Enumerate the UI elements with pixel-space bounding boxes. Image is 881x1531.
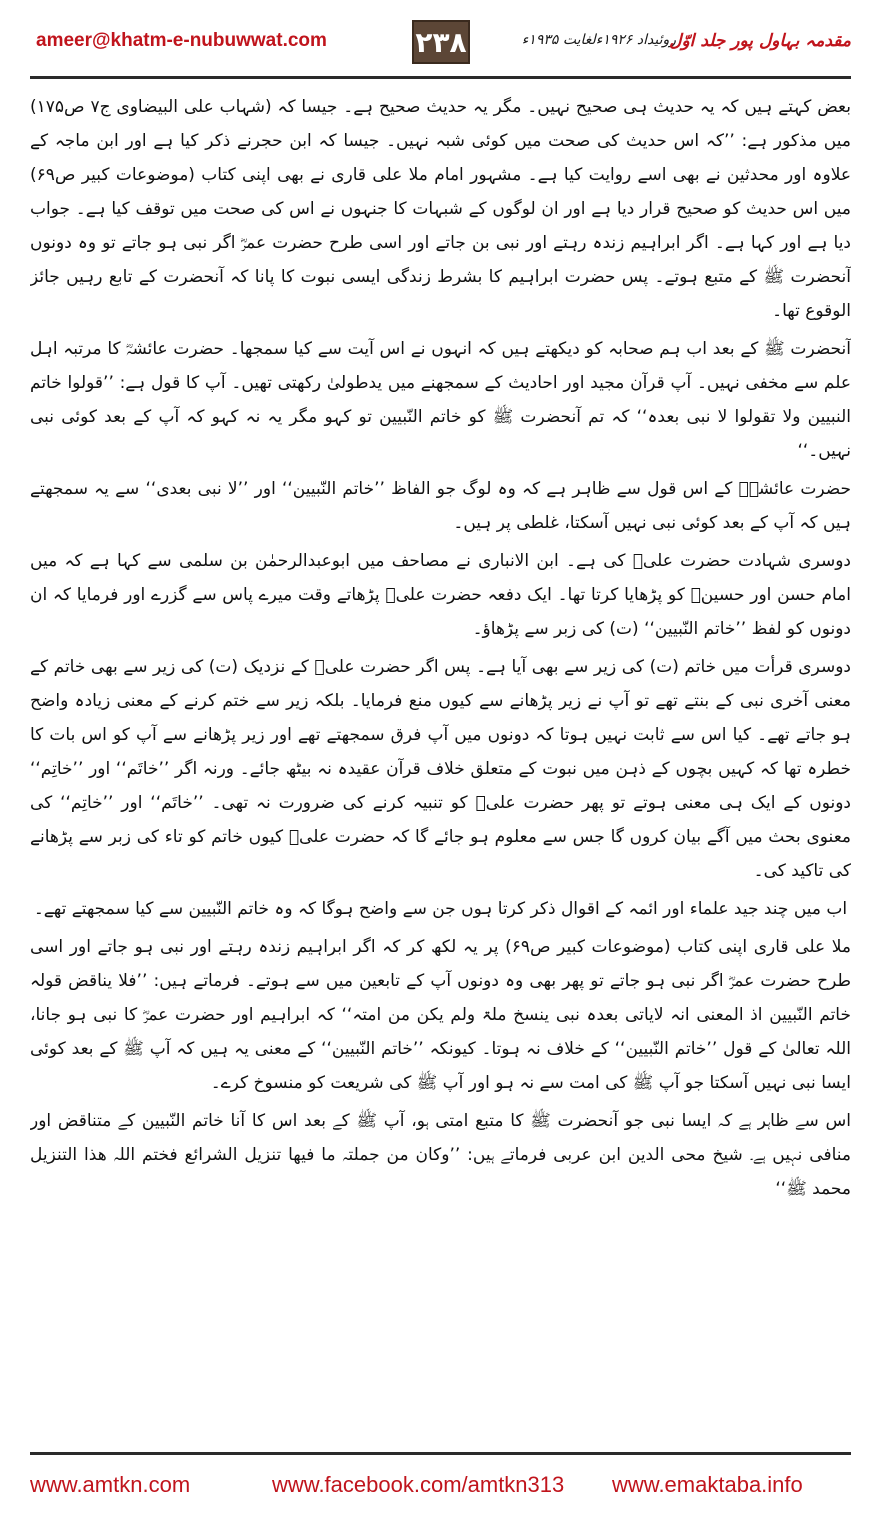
paragraph: بعض کہتے ہیں کہ یہ حدیث ہی صحیح نہیں۔ مگر یہ حدیث صحیح ہے۔ جیسا کہ (شہاب علی البیضاوی ج۷ ص۱۷۵) میں مذکور ہے: ’’کہ اس حدیث کی صحت میں کوئی شبہ نہیں۔ جیسا کہ ابن حجرنے ذکر کیا ہے اور ابن ماجہ کے علاوہ اور محدثین نے بھی اسے روایت کیا ہے۔ مشہور امام ملا علی قاری نے بھی اپنی کتاب (موضوعات کبیر ص۶۹) میں اس حدیث کو صحیح قرار دیا ہے اور ان لوگوں کے شبہات کا جنہوں نے اس کی صحت میں توقف کیا ہے۔ جواب دیا ہے اور کہا ہے۔ اگر ابراہیم زندہ رہتے اور نبی بن جاتے اور اسی طرح حضرت عمرؓ اگر نبی ہو جاتے تو وہ دونوں آنحضرت ﷺ کے متبع ہوتے۔ پس حضرت ابراہیم کا بشرط زندگی ایسی نبوت کا پانا کہ آنحضرت کے تابع رہیں جائز الوقوع تھا۔: [30, 97, 851, 321]
paragraph: حضرت عائشہؓ کے اس قول سے ظاہر ہے کہ وہ لوگ جو الفاظ ’’خاتم النّبیین‘‘ اور ’’لا نبی بعدی‘‘ سے یہ سمجھتے ہیں کہ آپ کے بعد کوئی نبی نہیں آسکتا، غلطی پر ہیں۔: [30, 479, 851, 533]
header-divider: [30, 76, 851, 79]
footer-link-amtkn[interactable]: www.amtkn.com: [30, 1472, 191, 1497]
page-footer: [0, 1460, 881, 1520]
header-email-link[interactable]: ameer@khatm-e-nubuwwat.com: [36, 30, 327, 51]
footer-link-emaktaba[interactable]: www.emaktaba.info: [612, 1472, 803, 1497]
page-body: [30, 90, 851, 1445]
paragraph: ملا علی قاری اپنی کتاب (موضوعات کبیر ص۶۹) پر یہ لکھ کر کہ اگر ابراہیم زندہ رہتے اور نبی ہو جاتے اور اسی طرح حضرت عمرؓ اگر نبی ہو جاتے تو پھر بھی وہ دونوں آپ کے تابعین میں سے ہوتے۔ فرماتے ہیں: ’’فلا یناقض قولہ خاتم النّبیین اذ المعنی انہ لایاتی بعدہ نبی ینسخ ملۃ ولم یکن من امتہ‘‘ کہ ابراہیم اور حضرت عمرؓ کا نبی ہو جانا، اللہ تعالیٰ کے قول ’’خاتم النّبیین‘‘ کے خلاف نہ ہوتا۔ کیونکہ ’’خاتم النّبیین‘‘ کے معنی یہ ہیں کہ آپ ﷺ کے بعد کوئی ایسا نبی نہیں آسکتا جو آپ ﷺ کی امت سے نہ ہو اور آپ ﷺ کی شریعت کو منسوخ کرے۔: [30, 937, 851, 1093]
paragraph: اب میں چند جید علماء اور ائمہ کے اقوال ذکر کرتا ہوں جن سے واضح ہوگا کہ وہ خاتم النّبیین سے کیا سمجھتے تھے۔: [33, 899, 848, 919]
paragraph: دوسری شہادت حضرت علیؓ کی ہے۔ ابن الانباری نے مصاحف میں ابوعبدالرحمٰن بن سلمی سے کہا ہے کہ میں امام حسن اور حسینؓ کو پڑھایا کرتا تھا۔ ایک دفعہ حضرت علیؓ پڑھاتے وقت میرے پاس سے گزرے اور فرمایا کہ ان دونوں کو لفظ ’’خاتم النّبیین‘‘ (ت) کی زبر سے پڑھاؤ۔: [30, 551, 851, 639]
report-period: روئیداد ۱۹۲۶ءلغایت ۱۹۳۵ء: [521, 32, 676, 48]
paragraph: دوسری قرأت میں خاتم (ت) کی زیر سے بھی آیا ہے۔ پس اگر حضرت علیؓ کے نزدیک (ت) کی زیر سے بھی خاتم کے معنی آخری نبی کے بنتے تھے تو آپ نے زیر پڑھانے سے کیوں منع فرمایا۔ بلکہ زیر سے ختم کرنے کے معنی زیادہ واضح ہو جاتے تھے۔ کیا اس سے ثابت نہیں ہوتا کہ دونوں میں آپ فرق سمجھتے تھے اور زیر پڑھانے سے آپ کو اس بات کا خطرہ تھا کہ کہیں بچوں کے ذہن میں نبوت کے متعلق خلاف قرآن عقیدہ نہ بیٹھ جائے۔ ورنہ اگر ’’خاتَم‘‘ اور ’’خاتِم‘‘ دونوں کے ایک ہی معنی ہوتے تو پھر حضرت علیؓ کو تنبیہ کرنے کی ضرورت نہ تھی۔ ’’خاتَم‘‘ اور ’’خاتِم‘‘ کی معنوی بحث میں آگے بیان کروں گا جس سے معلوم ہو جائے گا کہ حضرت علیؓ کیوں خاتم کو تاء کی زبر سے پڑھانے کی تاکید کی۔: [30, 657, 851, 881]
page-number-badge: [412, 20, 470, 64]
paragraph: اس سے ظاہر ہے کہ ایسا نبی جو آنحضرت ﷺ کا متبع امتی ہو، آپ ﷺ کے بعد اس کا آنا خاتم النّبیین کے متناقض اور منافی نہیں ہے۔ شیخ محی الدین ابن عربی فرماتے ہیں: ’’وکان من جملتہ ما فیھا تنزیل الشرائع فختم اللہ ھذا التنزیل محمد ﷺ‘‘: [30, 1111, 851, 1199]
footer-link-facebook[interactable]: www.facebook.com/amtkn313: [272, 1472, 565, 1497]
footer-divider: [30, 1452, 851, 1455]
paragraph: آنحضرت ﷺ کے بعد اب ہم صحابہ کو دیکھتے ہیں کہ انہوں نے اس آیت سے کیا سمجھا۔ حضرت عائشہؓ کا مرتبہ اہل علم سے مخفی نہیں۔ آپ قرآن مجید اور احادیث کے سمجھنے میں یدطولیٰ رکھتی تھیں۔ آپ کا قول ہے: ’’قولوا خاتم النبیین ولا تقولوا لا نبی بعدہ‘‘ کہ تم آنحضرت ﷺ کو خاتم النّبیین تو کہو مگر یہ نہ کہو کہ آپ کے بعد کوئی نبی نہیں۔‘‘: [30, 339, 851, 461]
page-number: ۲۳۸: [415, 25, 467, 59]
book-title: مقدمہ بہاول پور جلد اوّل: [669, 31, 851, 51]
page-header: [0, 0, 881, 84]
